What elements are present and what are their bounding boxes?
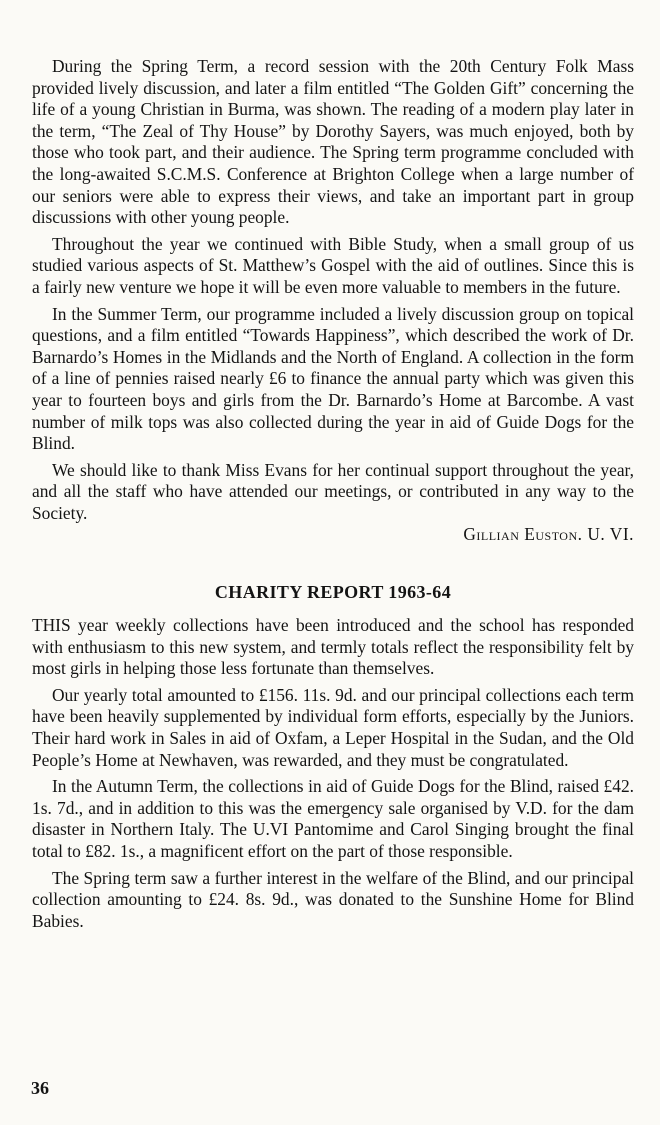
body-paragraph: During the Spring Term, a record session with the 20th Century Folk Mass provided lively discussion, and later a film entitled “The Golden Gift” concerning the life of a young Christian in Burma, was shown. The reading of a modern play later in the term, “The Zeal of Thy House” by Dorothy Sayers, was much enjoyed, both by those who took part, and their audience. The Spring term programme concluded with the long-awaited S.C.M.S. Conference at Brighton College when a large number of our seniors were able to express their views, and take an important part in group discussions with other young people. [32,56,634,228]
author-signature [32,524,634,546]
body-paragraph: Throughout the year we continued with Bible Study, when a small group of us studied various aspects of St. Matthew’s Gospel with the aid of outlines. Since this is a fairly new venture we hope it will be even more valuable to members in the future. [32,233,634,297]
page-content [32,56,634,932]
body-paragraph: In the Autumn Term, the collections in aid of Guide Dogs for the Blind, raised £42. 1s. 7d., and in addition to this was the emergency sale organised by V.D. for the dam disaster in Northern Italy. The U.VI Pantomime and Carol Singing brought the final total to £82. 1s., a magnificent effort on the part of those responsible. [32,776,634,861]
section-heading: CHARITY REPORT 1963-64 [214,582,452,603]
body-paragraph: In the Summer Term, our programme included a lively discussion group on topical questions, and a film entitled “Towards Happiness”, which described the work of Dr. Barnardo’s Homes in the Midlands and the North of England. A collection in the form of a line of pennies raised nearly £6 to finance the annual party which was given this year to fourteen boys and girls from the Dr. Barnardo’s Home at Barcombe. A vast number of milk tops was also collected during the year in aid of Guide Dogs for the Blind. [32,303,634,454]
body-paragraph: The Spring term saw a further interest in the welfare of the Blind, and our principal collection amounting to £24. 8s. 9d., was donated to the Sunshine Home for Blind Babies. [32,867,634,931]
scm-report-section [32,56,634,546]
author-name: Gillian Euston. [463,524,583,545]
page-number: 36 [31,1078,49,1098]
body-paragraph: THIS year weekly collections have been introduced and the school has responded with enthusiasm to this new system, and termly totals reflect the responsibility felt by most girls in helping those less fortunate than themselves. [32,615,634,679]
body-paragraph: We should like to thank Miss Evans for her continual support throughout the year, and all the staff who have attended our meetings, or contributed in any way to the Society. [32,459,634,523]
charity-report-section [32,582,634,932]
author-form: U. VI. [587,524,634,545]
body-paragraph: Our yearly total amounted to £156. 11s. 9d. and our principal collections each term have been heavily supplemented by individual form efforts, especially by the Juniors. Their hard work in Sales in aid of Oxfam, a Leper Hospital in the Sudan, and the Old People’s Home at Newhaven, was rewarded, and they must be congratulated. [32,684,634,770]
